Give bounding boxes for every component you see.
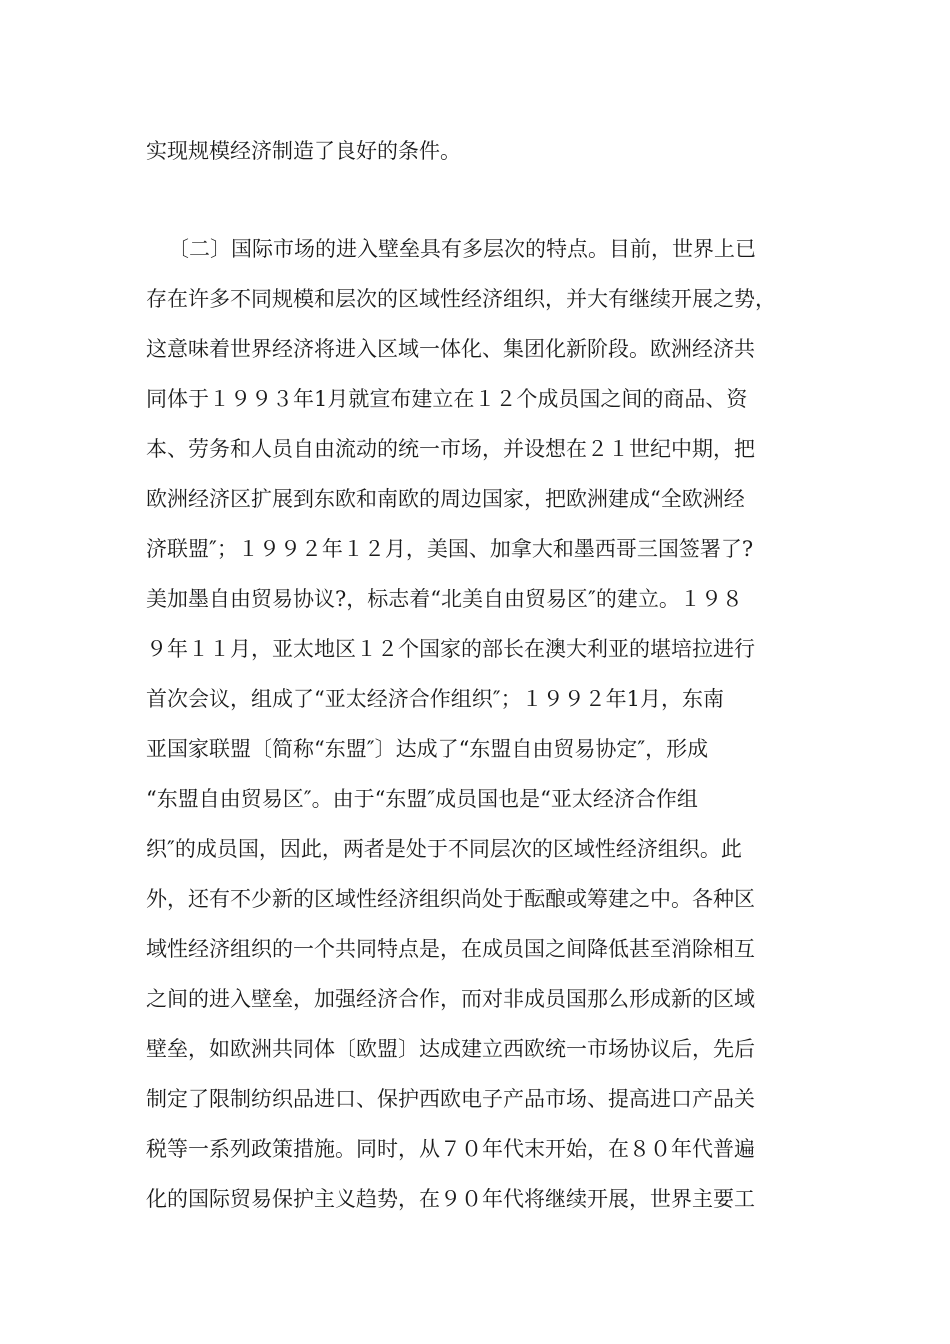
text-line: 同体于１９９３年1月就宣布建立在１２个成员国之间的商品、资 — [146, 387, 748, 411]
text-line: 美加墨自由贸易协议?，标志着“北美自由贸易区″的建立。１９８ — [146, 587, 743, 611]
text-line: “东盟自由贸易区″。由于“东盟″成员国也是“亚太经济合作组 — [146, 787, 698, 811]
text-line: 织″的成员国，因此，两者是处于不同层次的区域性经济组织。此 — [146, 837, 742, 861]
text-line: 壁垒，如欧洲共同体〔欧盟〕达成建立西欧统一市场协议后，先后 — [146, 1037, 755, 1061]
text-line: 实现规模经济制造了良好的条件。 — [146, 139, 461, 163]
text-line: 这意味着世界经济将进入区域一体化、集团化新阶段。欧洲经济共 — [146, 337, 755, 361]
paragraph-first-line: 〔二〕国际市场的进入壁垒具有多层次的特点。目前，世界上已 — [168, 237, 756, 261]
text-line: 域性经济组织的一个共同特点是，在成员国之间降低甚至消除相互 — [146, 937, 755, 961]
text-line: 欧洲经济区扩展到东欧和南欧的周边国家，把欧洲建成“全欧洲经 — [146, 487, 745, 511]
text-line: 亚国家联盟〔简称“东盟″〕达成了“东盟自由贸易协定″，形成 — [146, 737, 709, 761]
text-line: 制定了限制纺织品进口、保护西欧电子产品市场、提高进口产品关 — [146, 1087, 755, 1111]
text-line: 税等一系列政策措施。同时，从７０年代末开始，在８０年代普遍 — [146, 1137, 755, 1161]
text-line: 本、劳务和人员自由流动的统一市场，并设想在２１世纪中期，把 — [146, 437, 755, 461]
text-line: 济联盟″；１９９２年１２月，美国、加拿大和墨西哥三国签署了? — [146, 537, 754, 561]
text-line: 化的国际贸易保护主义趋势，在９０年代将继续开展，世界主要工 — [146, 1187, 755, 1211]
text-line: 首次会议，组成了“亚太经济合作组织″；１９９２年1月，东南 — [146, 687, 724, 711]
text-line: ９年１１月，亚太地区１２个国家的部长在澳大利亚的堪培拉进行 — [146, 637, 755, 661]
text-line: 之间的进入壁垒，加强经济合作，而对非成员国那么形成新的区域 — [146, 987, 755, 1011]
text-line: 外，还有不少新的区域性经济组织尚处于酝酿或筹建之中。各种区 — [146, 887, 755, 911]
text-line: 存在许多不同规模和层次的区域性经济组织，并大有继续开展之势， — [146, 287, 776, 311]
